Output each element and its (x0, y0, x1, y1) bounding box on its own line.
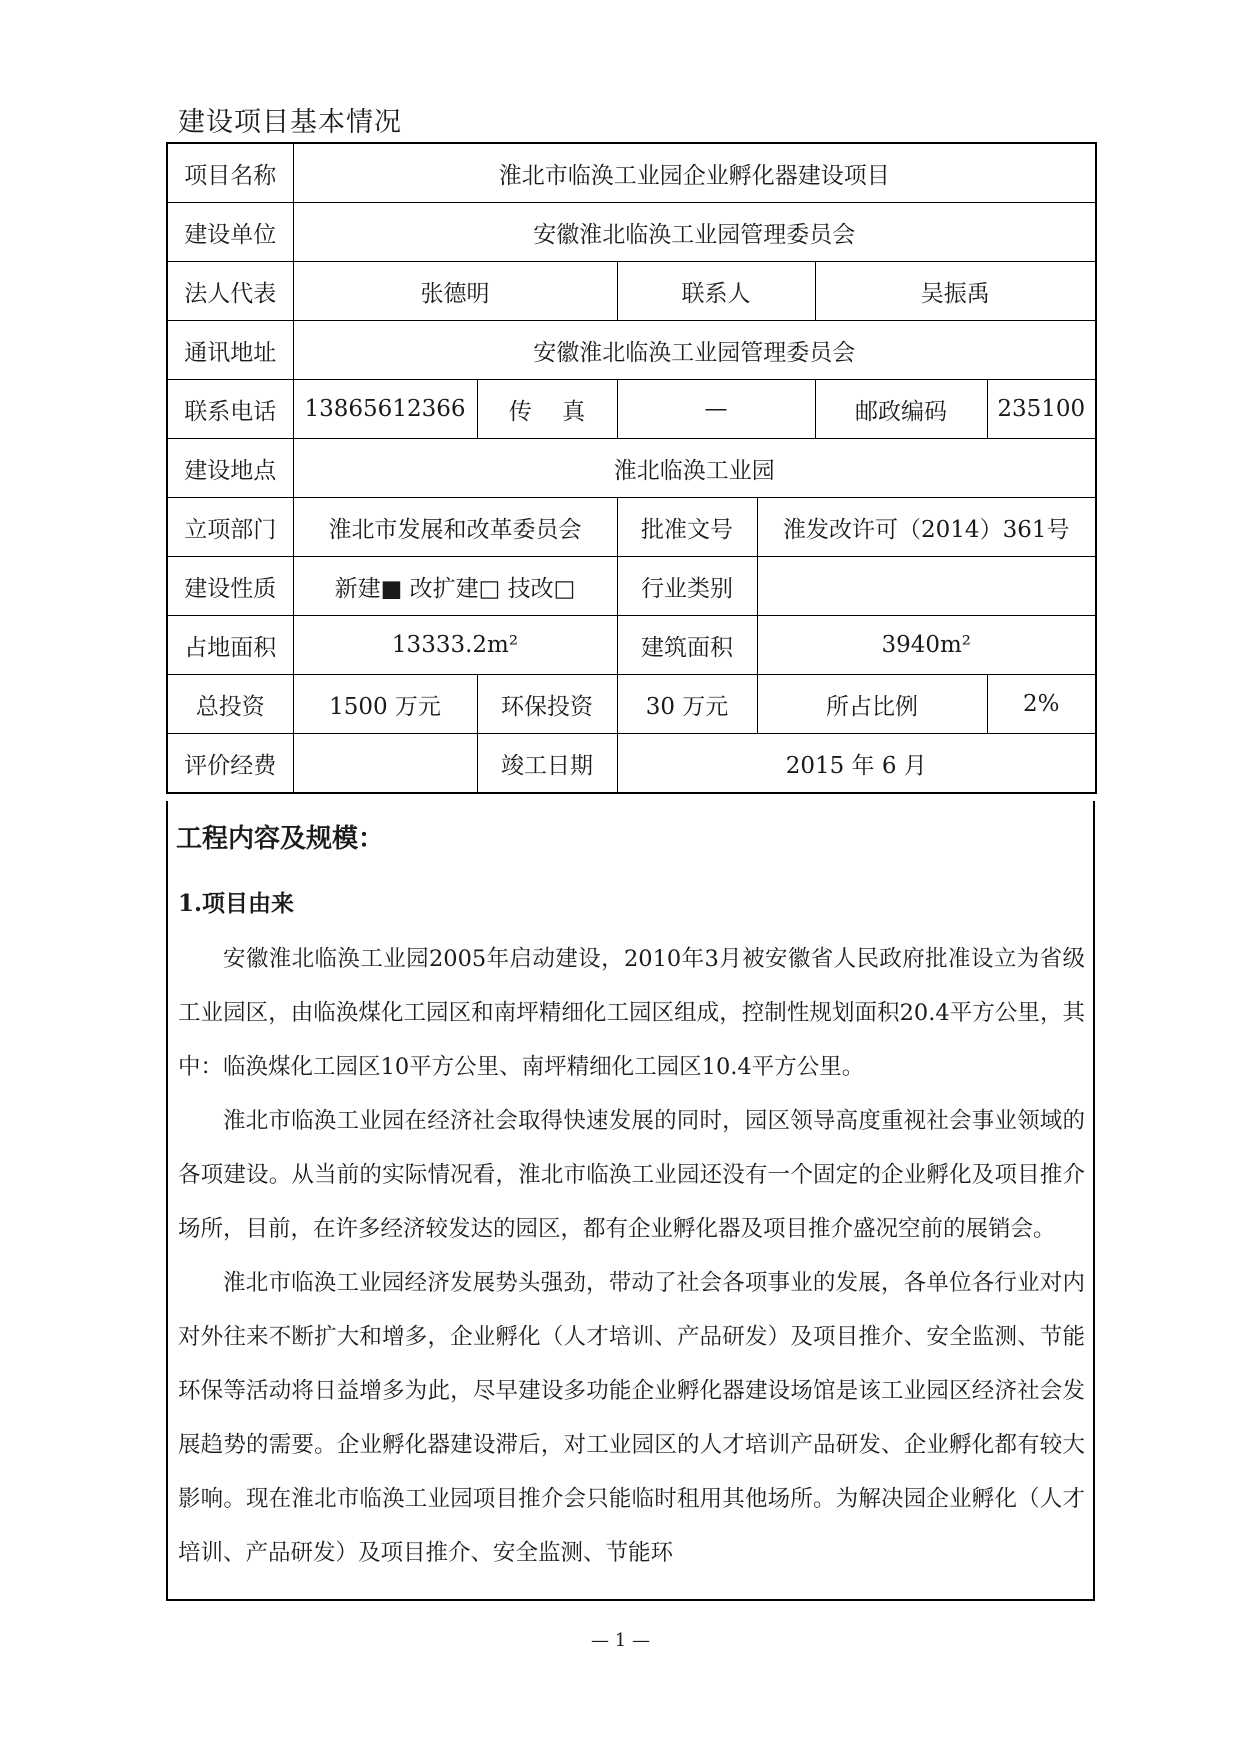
site-label: 建设地点 (167, 439, 293, 498)
table-row (167, 498, 1096, 557)
table-row (167, 143, 1096, 203)
section-title: 工程内容及规模： (176, 824, 385, 854)
page-heading: 建设项目基本情况 (178, 107, 402, 138)
project-info-table (166, 142, 1097, 794)
builder-value: 安徽淮北临涣工业园管理委员会 (293, 203, 1096, 262)
contact-label: 联系人 (617, 262, 815, 321)
contact-value: 吴振禹 (815, 262, 1096, 321)
approval-no-value: 淮发改许可（2014）361号 (757, 498, 1096, 557)
land-area-value: 13333.2m² (293, 616, 617, 675)
page-number: — 1 — (591, 1630, 650, 1651)
table-row (167, 675, 1096, 734)
completion-label: 竣工日期 (477, 734, 617, 794)
ratio-value: 2% (987, 675, 1096, 734)
address-label: 通讯地址 (167, 321, 293, 380)
nature-value: 新建■ 改扩建□ 技改□ (293, 557, 617, 616)
completion-value: 2015 年 6 月 (617, 734, 1096, 794)
table-row (167, 203, 1096, 262)
phone-label: 联系电话 (167, 380, 293, 439)
eval-fee-value (293, 734, 477, 794)
table-row (167, 734, 1096, 794)
legal-rep-value: 张德明 (293, 262, 617, 321)
project-name-value: 淮北市临涣工业园企业孵化器建设项目 (293, 143, 1096, 203)
project-name-label: 项目名称 (167, 143, 293, 203)
phone-value: 13865612366 (293, 380, 477, 439)
table-row (167, 616, 1096, 675)
ratio-label: 所占比例 (757, 675, 987, 734)
env-invest-value: 30 万元 (617, 675, 757, 734)
eval-fee-label: 评价经费 (167, 734, 293, 794)
paragraph: 安徽淮北临涣工业园2005年启动建设，2010年3月被安徽省人民政府批准设立为省级工业园区，由临涣煤化工园区和南坪精细化工园区组成，控制性规划面积20.4平方公里，其中：临涣煤化工园区10平方公里、南坪精细化工园区10.4平方公里。 (178, 946, 1085, 1080)
table-row (167, 262, 1096, 321)
site-value: 淮北临涣工业园 (293, 439, 1096, 498)
approval-dept-value: 淮北市发展和改革委员会 (293, 498, 617, 557)
total-invest-value: 1500 万元 (293, 675, 477, 734)
approval-dept-label: 立项部门 (167, 498, 293, 557)
industry-label: 行业类别 (617, 557, 757, 616)
table-row (167, 321, 1096, 380)
approval-no-label: 批准文号 (617, 498, 757, 557)
table-row (167, 380, 1096, 439)
building-area-value: 3940m² (757, 616, 1096, 675)
address-value: 安徽淮北临涣工业园管理委员会 (293, 321, 1096, 380)
postcode-value: 235100 (987, 380, 1096, 439)
table-row (167, 557, 1096, 616)
legal-rep-label: 法人代表 (167, 262, 293, 321)
env-invest-label: 环保投资 (477, 675, 617, 734)
postcode-label: 邮政编码 (815, 380, 987, 439)
fax-label: 传 真 (477, 380, 617, 439)
paragraph: 淮北市临涣工业园经济发展势头强劲，带动了社会各项事业的发展，各单位各行业对内对外往来不断扩大和增多，企业孵化（人才培训、产品研发）及项目推介、安全监测、节能环保等活动将日益增多为此，尽早建设多功能企业孵化器建设场馆是该工业园区经济社会发展趋势的需要。企业孵化器建设滞后，对工业园区的人才培训产品研发、企业孵化都有较大影响。现在淮北市临涣工业园项目推介会只能临时租用其他场所。为解决园企业孵化（人才培训、产品研发）及项目推介、安全监测、节能环 (178, 1270, 1085, 1566)
building-area-label: 建筑面积 (617, 616, 757, 675)
builder-label: 建设单位 (167, 203, 293, 262)
total-invest-label: 总投资 (167, 675, 293, 734)
nature-label: 建设性质 (167, 557, 293, 616)
land-area-label: 占地面积 (167, 616, 293, 675)
fax-value: — (617, 380, 815, 439)
paragraph: 淮北市临涣工业园在经济社会取得快速发展的同时，园区领导高度重视社会事业领域的各项建设。从当前的实际情况看，淮北市临涣工业园还没有一个固定的企业孵化及项目推介场所，目前，在许多经济较发达的园区，都有企业孵化器及项目推介盛况空前的展销会。 (178, 1108, 1085, 1242)
table-row (167, 439, 1096, 498)
body-text (178, 932, 1085, 1580)
subsection-title: 1.项目由来 (178, 890, 295, 917)
industry-value (757, 557, 1096, 616)
